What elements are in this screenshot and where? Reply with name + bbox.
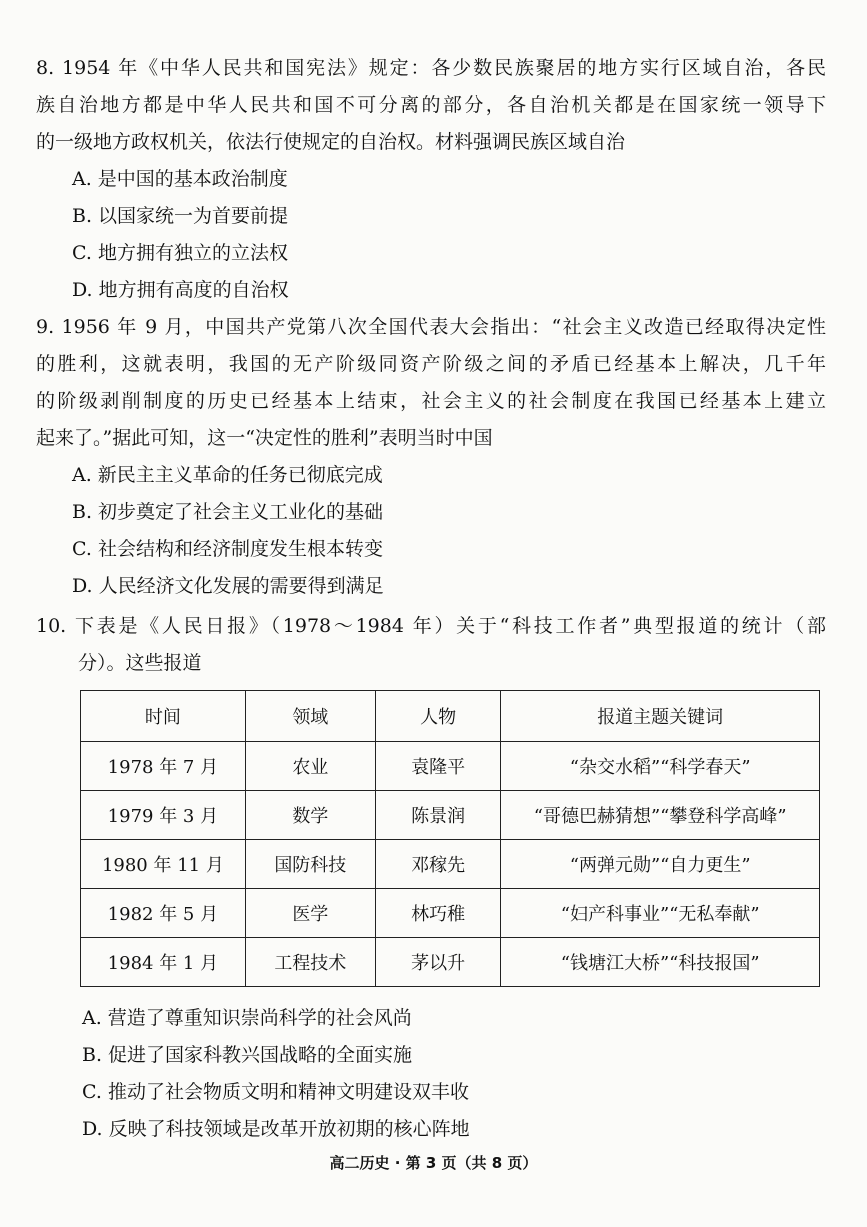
column-header: 时间: [81, 691, 246, 742]
stem-line: 的胜利，这就表明，我国的无产阶级同资产阶级之间的矛盾已经基本上解决，几千年: [36, 353, 826, 375]
option-a: A. 是中国的基本政治制度: [72, 168, 288, 190]
cell-person: 陈景润: [375, 791, 501, 840]
cell-time: 1978 年 7 月: [81, 742, 246, 791]
cell-field: 国防科技: [245, 840, 375, 889]
option-d: D. 地方拥有高度的自治权: [72, 279, 289, 301]
cell-person: 林巧稚: [375, 889, 501, 938]
question-10-options: [36, 1000, 826, 1148]
table-row: [81, 840, 820, 889]
column-header: 报道主题关键词: [501, 691, 820, 742]
cell-person: 袁隆平: [375, 742, 501, 791]
table-row: [81, 889, 820, 938]
cell-time: 1979 年 3 月: [81, 791, 246, 840]
option-a: A. 营造了尊重知识崇尚科学的社会风尚: [82, 1007, 412, 1029]
cell-keywords: “哥德巴赫猜想”“攀登科学高峰”: [501, 791, 820, 840]
cell-time: 1982 年 5 月: [81, 889, 246, 938]
option-c: C. 社会结构和经济制度发生根本转变: [72, 538, 383, 560]
stem-line: 的一级地方政权机关，依法行使规定的自治权。材料强调民族区域自治: [36, 131, 626, 153]
stem-line: 族自治地方都是中华人民共和国不可分离的部分，各自治机关都是在国家统一领导下: [36, 94, 826, 116]
option-a: A. 新民主主义革命的任务已彻底完成: [72, 464, 383, 486]
stem-line: 分）。这些报道: [78, 652, 202, 674]
stem-line: 9. 1956 年 9 月，中国共产党第八次全国代表大会指出：“社会主义改造已经取得决定性: [36, 316, 826, 338]
question-10: [36, 608, 826, 682]
column-header: 人物: [375, 691, 501, 742]
cell-time: 1980 年 11 月: [81, 840, 246, 889]
option-c: C. 地方拥有独立的立法权: [72, 242, 288, 264]
table-row: [81, 742, 820, 791]
question-9-stem: [36, 309, 826, 457]
option-b: B. 以国家统一为首要前提: [72, 205, 289, 227]
cell-field: 医学: [245, 889, 375, 938]
cell-keywords: “妇产科事业”“无私奉献”: [501, 889, 820, 938]
option-c: C. 推动了社会物质文明和精神文明建设双丰收: [82, 1081, 469, 1103]
table-row: [81, 938, 820, 987]
page-footer: 高二历史 · 第 3 页（共 8 页）: [329, 1154, 538, 1172]
cell-keywords: “两弹元勋”“自力更生”: [501, 840, 820, 889]
option-d: D. 人民经济文化发展的需要得到满足: [72, 575, 384, 597]
cell-keywords: “杂交水稻”“科学春天”: [501, 742, 820, 791]
question-10-stem: [36, 608, 826, 682]
cell-person: 茅以升: [375, 938, 501, 987]
column-header: 领域: [245, 691, 375, 742]
stem-line: 起来了。”据此可知，这一“决定性的胜利”表明当时中国: [36, 427, 493, 449]
stem-line: 10. 下表是《人民日报》（1978～1984 年）关于“科技工作者”典型报道的统计（部: [36, 615, 826, 637]
cell-field: 工程技术: [245, 938, 375, 987]
stem-line: 的阶级剥削制度的历史已经基本上结束，社会主义的社会制度在我国已经基本上建立: [36, 390, 826, 412]
report-table: [80, 690, 820, 987]
cell-keywords: “钱塘江大桥”“科技报国”: [501, 938, 820, 987]
option-b: B. 初步奠定了社会主义工业化的基础: [72, 501, 384, 523]
table-header-row: [81, 691, 820, 742]
option-b: B. 促进了国家科教兴国战略的全面实施: [82, 1044, 413, 1066]
question-9: [36, 309, 826, 605]
cell-person: 邓稼先: [375, 840, 501, 889]
cell-field: 数学: [245, 791, 375, 840]
cell-time: 1984 年 1 月: [81, 938, 246, 987]
table-row: [81, 791, 820, 840]
stem-line: 8. 1954 年《中华人民共和国宪法》规定：各少数民族聚居的地方实行区域自治，各民: [36, 57, 826, 79]
cell-field: 农业: [245, 742, 375, 791]
question-8-stem: [36, 50, 826, 161]
question-8: [36, 50, 826, 309]
option-d: D. 反映了科技领域是改革开放初期的核心阵地: [82, 1118, 470, 1140]
